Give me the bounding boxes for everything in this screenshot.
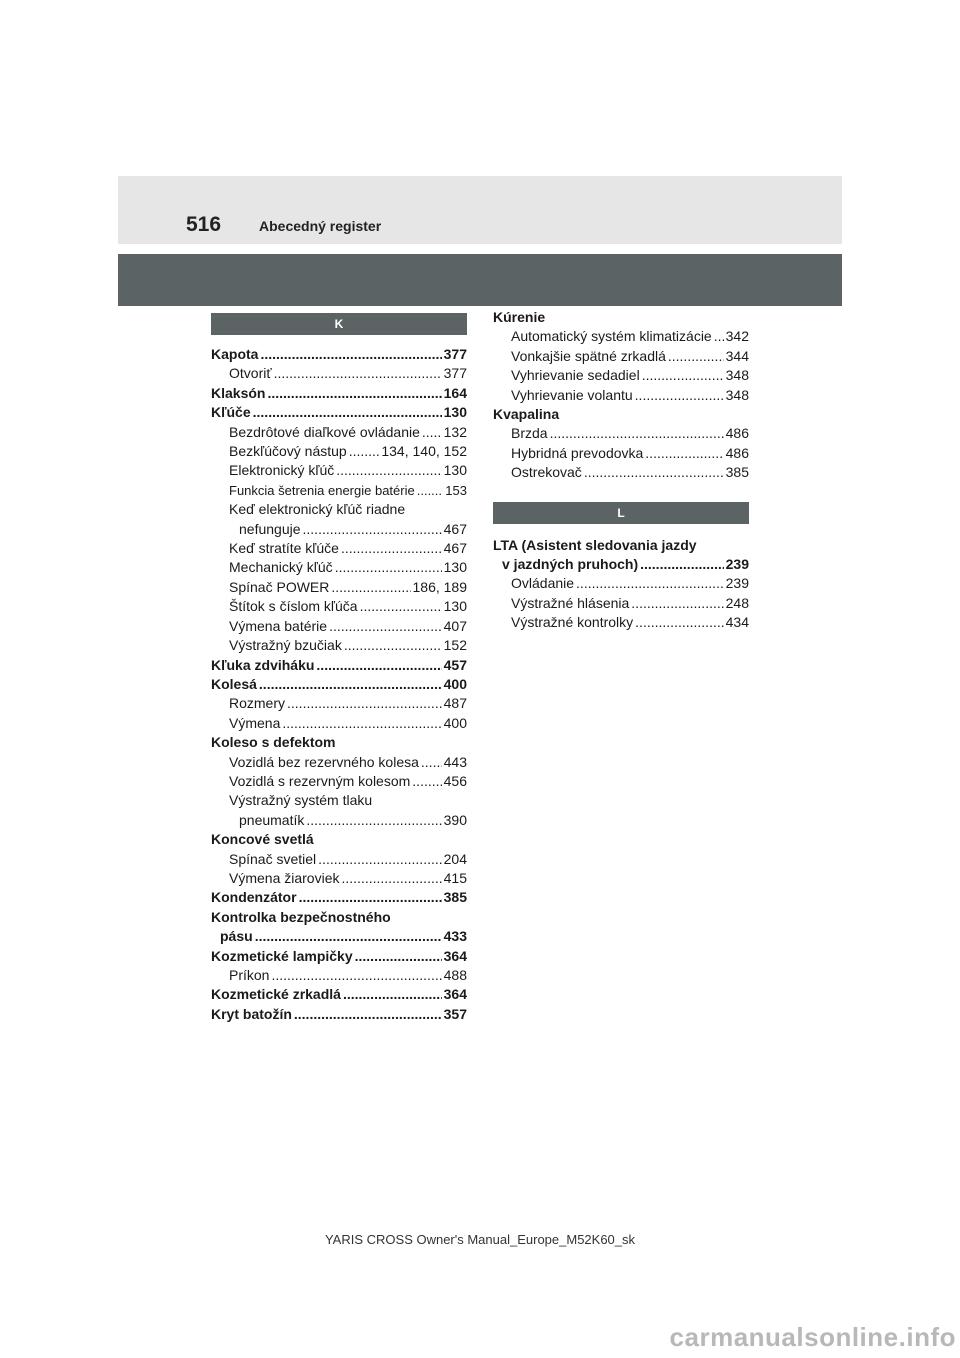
header-dark-band [118,254,842,306]
index-entry-label: Vozidlá bez rezervného kolesa [229,753,419,770]
dot-leader [550,424,724,443]
dot-leader [282,714,441,733]
dot-leader [253,403,442,422]
index-entry [493,613,749,632]
index-entry [211,694,467,713]
index-entry-page: 344 [725,347,749,364]
dot-leader [343,985,442,1004]
index-entry-page: 239 [725,575,749,592]
dot-leader [349,442,380,461]
index-entry [493,463,749,482]
section-spacer [493,483,749,502]
dot-leader [342,869,442,888]
index-entry-label: LTA (Asistent sledovania jazdy [493,536,697,553]
index-entry [211,403,467,422]
index-entries-l [493,536,749,633]
index-entry [211,520,467,539]
index-entry-label: Výstražný systém tlaku [229,792,373,809]
index-entry [493,536,749,555]
page-header-band [118,176,842,244]
dot-leader [274,364,442,383]
index-entry-label: Klaksón [211,384,266,401]
index-entry-label: Funkcia šetrenia energie batérie [229,482,415,498]
index-entry-page: 186, 189 [412,578,467,595]
dot-leader [259,675,442,694]
index-entry-label: Mechanický kľúč [229,559,333,576]
index-entry-label: Koleso s defektom [211,734,336,751]
index-entry-page: 134, 140, 152 [381,443,467,460]
index-entry-label: Kolesá [211,675,257,692]
index-entry [493,444,749,463]
index-entry [211,364,467,383]
index-entry [211,442,467,461]
index-entry [211,714,467,733]
index-entry [493,366,749,385]
index-entry [493,424,749,443]
index-entry-page: 130 [443,404,467,421]
index-entry [211,558,467,577]
dot-leader [294,1005,442,1024]
index-entry-label: Bezdrôtové diaľkové ovládanie [229,423,420,440]
index-entry-label: Brzda [511,425,548,442]
index-entry-label: Vyhrievanie sedadiel [511,367,640,384]
dot-leader [344,636,442,655]
dot-leader [576,574,724,593]
index-entry-page: 486 [725,444,749,461]
dot-leader [329,617,442,636]
index-entry-page: 377 [443,346,467,362]
index-entry-page: 348 [725,367,749,384]
index-entry-page: 364 [443,947,467,964]
index-entry [211,500,467,519]
index-entry [211,966,467,985]
index-entry [211,617,467,636]
index-entry-label: Spínač POWER [229,578,330,595]
index-entry-label: Výstražné kontrolky [511,614,634,631]
dot-leader [267,384,441,403]
index-entry [211,481,467,500]
dot-leader [642,366,724,385]
index-entry-page: 487 [443,695,467,712]
index-entry-page: 153 [445,482,467,498]
index-entry-page: 342 [725,328,749,345]
index-entry [211,539,467,558]
index-entry-page: 467 [443,520,467,537]
index-entry-page: 364 [443,986,467,1003]
index-entry-label: Výmena batérie [229,617,328,634]
index-entry [211,927,467,946]
index-entry-page: 385 [725,464,749,481]
index-entry-label: Kúrenie [493,309,546,325]
index-entry-page: 433 [443,928,467,945]
index-entry [493,386,749,405]
dot-leader [417,481,444,500]
index-entry [211,597,467,616]
dot-leader [341,539,442,558]
index-entry-label: Elektronický kľúč [229,462,335,479]
index-entry [211,345,467,364]
index-entry-page: 400 [443,714,467,731]
dot-leader [635,386,724,405]
index-column-left [211,313,467,1024]
index-entry-page: 204 [443,850,467,867]
index-column-right [493,308,749,633]
index-entry-page: 488 [443,967,467,983]
index-entry-label: Výmena žiaroviek [229,869,340,886]
index-entry-page: 486 [725,425,749,442]
dot-leader [336,461,441,480]
index-entry-page: 248 [725,594,749,611]
index-entry-label: nefunguje [239,520,301,537]
index-entry-label: Kondenzátor [211,889,297,906]
index-entry-page: 357 [443,1005,467,1022]
dot-leader [318,850,441,869]
index-entry-page: 130 [443,559,467,576]
dot-leader [714,327,724,346]
index-entry [493,594,749,613]
index-entry-page: 164 [443,384,467,401]
index-entry-label: Automatický systém klimatizácie [511,328,712,345]
index-entry-label: Výmena [229,714,281,731]
index-entry-label: pásu [220,928,253,945]
index-entry-page: 130 [443,462,467,479]
index-entry [493,574,749,593]
index-entry-label: Štítok s číslom kľúča [229,598,358,615]
index-entry-label: Ovládanie [511,575,575,592]
dot-leader [668,347,724,366]
index-entry-label: Príkon [229,967,270,983]
section-header-l: L [493,502,749,524]
index-entry-page: 456 [443,772,467,789]
dot-leader [422,423,442,442]
index-entry-label: Ostrekovač [511,464,582,481]
index-entry-page: 239 [725,556,749,573]
index-entry [211,869,467,888]
index-entry [493,327,749,346]
page-number: 516 [186,213,222,236]
index-entry-label: Spínač svetiel [229,850,317,867]
dot-leader [421,753,442,772]
index-entry-page: 377 [443,365,467,382]
index-entry [211,908,467,927]
index-entry [211,461,467,480]
index-entry [211,888,467,907]
dot-leader [412,772,441,791]
watermark-text: carmanualsonline.info [669,1322,956,1352]
index-entry-page: 467 [443,540,467,557]
footer-manual-id: YARIS CROSS Owner's Manual_Europe_M52K60_sk [324,1232,636,1247]
dot-leader [255,927,442,946]
dot-leader [640,555,724,574]
index-entry [211,753,467,772]
dot-leader [271,966,441,985]
index-entry [211,1005,467,1024]
index-entry-label: Koncové svetlá [211,831,314,848]
index-entry [493,347,749,366]
index-entry-page: 407 [443,617,467,634]
section-header-k: K [211,313,467,335]
index-entry-page: 348 [725,386,749,403]
index-entry [211,423,467,442]
index-entry-label: v jazdných pruhoch) [502,556,639,573]
dot-leader [299,888,442,907]
index-entry-label: Výstražný bzučiak [229,637,342,654]
index-entry-label: Kvapalina [493,406,560,423]
index-entry [211,384,467,403]
index-entry-label: Hybridná prevodovka [511,444,644,461]
dot-leader [645,444,723,463]
dot-leader [584,463,724,482]
index-entry [211,850,467,869]
dot-leader [331,578,410,597]
dot-leader [335,558,442,577]
index-entry-label: Vonkajšie spätné zrkadlá [511,347,666,364]
dot-leader [260,345,441,364]
dot-leader [631,594,723,613]
index-entries-k-continued [493,308,749,483]
index-entry-label: Kľuka zdviháku [211,656,315,673]
dot-leader [360,597,442,616]
index-entry-page: 132 [443,423,467,440]
dot-leader [303,520,442,539]
dot-leader [306,811,441,830]
index-entry-label: Kapota [211,346,259,362]
index-entry [211,985,467,1004]
index-entries-k [211,345,467,1024]
index-entry-page: 400 [443,675,467,692]
index-entry-label: Kozmetické zrkadlá [211,986,341,1003]
index-entry-label: Bezkľúčový nástup [229,443,347,460]
index-entry-page: 457 [443,656,467,673]
index-entry [211,830,467,849]
index-entry-label: Kryt batožín [211,1005,292,1022]
index-entry [211,772,467,791]
index-entry-label: Kontrolka bezpečnostného [211,908,391,925]
index-entry [211,791,467,810]
index-entry-label: Otvoriť [229,365,272,382]
dot-leader [316,656,441,675]
index-entry-label: Kľúče [211,404,251,421]
index-entry-label: Kozmetické lampičky [211,947,353,964]
index-entry-page: 390 [443,811,467,828]
index-entry [493,405,749,424]
index-entry [493,555,749,574]
dot-leader [287,694,442,713]
index-entry-page: 130 [443,598,467,615]
index-entry [211,636,467,655]
index-entry-label: Vyhrievanie volantu [511,386,633,403]
index-entry-label: Rozmery [229,695,286,712]
index-entry [211,811,467,830]
index-entry-label: Keď elektronický kľúč riadne [229,501,406,518]
dot-leader [355,947,442,966]
index-entry-label: pneumatík [239,811,305,828]
index-entry [211,675,467,694]
index-entry-page: 415 [443,869,467,886]
index-entry-label: Vozidlá s rezervným kolesom [229,772,411,789]
index-entry [211,656,467,675]
index-entry-label: Keď stratíte kľúče [229,540,339,557]
index-entry-page: 434 [725,614,749,631]
index-entry-page: 385 [443,889,467,906]
page-title: Abecedný register [259,218,382,234]
index-entry [493,308,749,327]
index-entry-page: 152 [443,637,467,654]
index-entry [211,733,467,752]
index-entry [211,947,467,966]
index-entry-label: Výstražné hlásenia [511,594,630,611]
index-entry [211,578,467,597]
dot-leader [635,613,723,632]
index-entry-page: 443 [443,753,467,770]
